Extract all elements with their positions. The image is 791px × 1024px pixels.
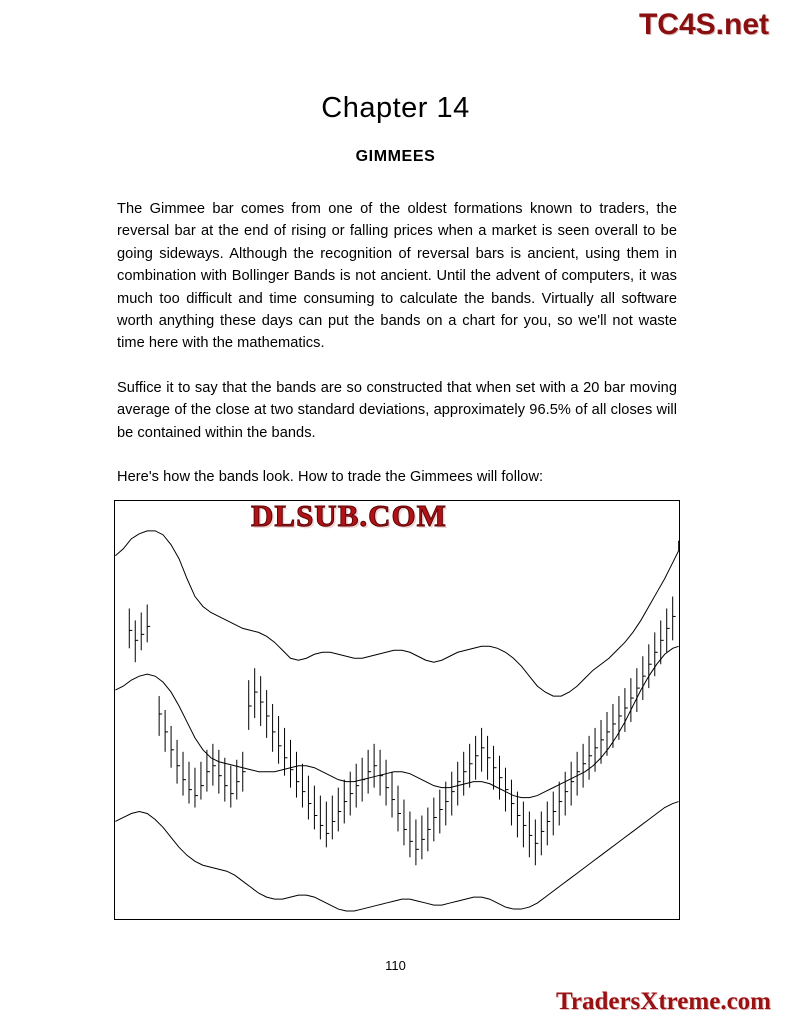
- price-bar: [368, 750, 371, 794]
- price-bar: [165, 710, 168, 752]
- body-text: [117, 198, 677, 488]
- page-number: 110: [385, 958, 406, 973]
- price-bar: [470, 744, 473, 788]
- price-bar: [535, 819, 538, 865]
- price-bar: [261, 676, 264, 726]
- price-bar: [422, 815, 425, 859]
- price-bar: [559, 782, 562, 826]
- price-bar: [458, 762, 461, 806]
- price-bar: [213, 744, 216, 786]
- chart-canvas: [115, 501, 679, 919]
- price-bar: [302, 764, 305, 808]
- price-bar: [291, 740, 294, 788]
- price-bar: [243, 752, 246, 792]
- price-bar: [273, 704, 276, 752]
- price-bar: [410, 812, 413, 858]
- price-bar: [655, 632, 658, 676]
- paragraph-1: The Gimmee bar comes from one of the oldest formations known to traders, the reversal bar at the end of rising or falling prices when a market is seen overall to be going sideways. Although the recognition of reversal bars is ancient, using them in combination with Bollinger Bands is not ancient. Until the advent of computers, it was much too difficult and time consuming to calculate the bands. Virtually all software worth anything these days can put the bands on a chart for you, so we'll not waste time here with the mathematics.: [117, 201, 677, 352]
- page-title: Chapter 14: [321, 92, 470, 124]
- price-bar: [392, 772, 395, 818]
- price-bar: [476, 736, 479, 780]
- watermark-bottom-right: TradersXtreme.com: [556, 988, 771, 1015]
- price-bar: [583, 744, 586, 788]
- price-bar: [267, 690, 270, 738]
- price-bar: [338, 788, 341, 832]
- price-bar: [565, 772, 568, 816]
- price-bar: [571, 762, 574, 806]
- price-bar: [434, 798, 437, 842]
- price-bar: [649, 644, 652, 688]
- price-bar: [344, 780, 347, 824]
- price-bar: [380, 750, 383, 796]
- price-bar: [440, 790, 443, 834]
- price-bar: [356, 764, 359, 808]
- price-bar: [320, 796, 323, 840]
- price-bar: [189, 762, 192, 804]
- price-bar: [195, 768, 198, 808]
- price-bar: [237, 760, 240, 800]
- price-bar: [529, 812, 532, 858]
- price-bar: [517, 792, 520, 838]
- price-bar: [386, 760, 389, 806]
- price-bar: [452, 772, 455, 816]
- price-bar: [541, 812, 544, 856]
- paragraph-3: Here's how the bands look. How to trade the Gimmees will follow:: [117, 469, 544, 486]
- price-bar: [643, 656, 646, 700]
- price-bar: [279, 716, 282, 764]
- price-bar: [398, 786, 401, 832]
- price-bar: [201, 762, 204, 800]
- price-bar: [314, 786, 317, 830]
- price-bar: [667, 608, 670, 652]
- price-bar: [350, 772, 353, 816]
- price-bar: [482, 728, 485, 772]
- price-bar: [577, 752, 580, 796]
- price-bar: [308, 776, 311, 820]
- price-bar: [231, 766, 234, 808]
- price-bar: [547, 802, 550, 846]
- price-bar: [553, 792, 556, 836]
- lower-band: [115, 802, 678, 911]
- price-bar: [177, 740, 180, 784]
- price-bar: [464, 752, 467, 796]
- price-bar: [326, 802, 329, 848]
- price-bar: [523, 802, 526, 848]
- price-bar: [673, 597, 676, 641]
- price-bar: [631, 678, 634, 722]
- price-bar: [488, 736, 491, 780]
- price-bar: [249, 680, 252, 730]
- price-bar: [141, 612, 144, 650]
- watermark-top-right: TC4S.net: [638, 8, 769, 41]
- price-bar: [625, 688, 628, 732]
- price-bar: [416, 819, 419, 865]
- price-bar: [183, 752, 186, 796]
- price-bar: [129, 608, 132, 648]
- price-bar: [595, 728, 598, 772]
- price-bar: [159, 696, 162, 736]
- watermark-center: DLSUB.COM: [251, 498, 447, 533]
- price-bar: [135, 620, 138, 662]
- upper-band: [115, 531, 678, 696]
- price-bar: [619, 696, 622, 740]
- price-bar: [505, 768, 508, 812]
- bollinger-band-chart: [114, 500, 680, 920]
- price-bar: [147, 605, 150, 643]
- price-bar: [171, 726, 174, 768]
- price-bar: [428, 808, 431, 852]
- page-subtitle: GIMMEES: [355, 148, 436, 165]
- price-bar: [494, 746, 497, 790]
- price-bar: [332, 796, 335, 840]
- price-bar: [255, 668, 258, 718]
- price-bar: [511, 780, 514, 826]
- price-bar: [296, 752, 299, 798]
- price-bar: [637, 668, 640, 712]
- price-bar: [374, 744, 377, 788]
- paragraph-2: Suffice it to say that the bands are so constructed that when set with a 20 bar moving average of the close at two standard deviations, approximately 96.5% of all closes will be contained within the bands.: [117, 379, 677, 441]
- price-bar: [589, 736, 592, 780]
- price-bar: [446, 782, 449, 826]
- price-bar: [219, 750, 222, 794]
- price-bar: [404, 800, 407, 846]
- price-bar: [500, 756, 503, 800]
